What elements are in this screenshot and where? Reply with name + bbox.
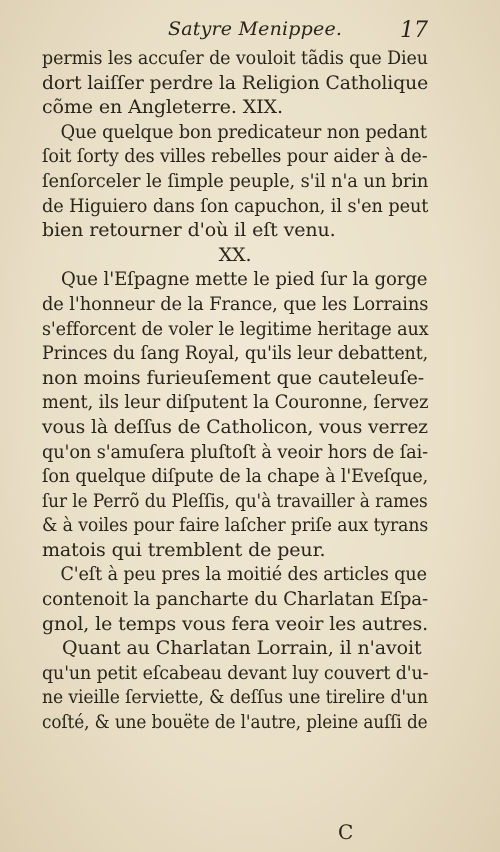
- text-line: ſoit ſorty des villes rebelles pour aider à de-: [42, 145, 428, 168]
- text-line: vous là deſſus de Catholicon, vous verrez: [42, 415, 428, 438]
- text-line: s'efforcent de voler le legitime heritage aux: [42, 317, 429, 340]
- text-line: gnol, le temps vous fera veoir les autres.: [42, 612, 429, 635]
- running-title: Satyre Menippee.: [168, 18, 343, 40]
- text-line: ne vieille ſerviette, & deſſus une tirelire d'un: [42, 686, 428, 709]
- text-line: qu'un petit eſcabeau devant luy couvert d'u-: [42, 661, 429, 684]
- text-line: C'eſt à peu pres la moitié des articles que: [60, 563, 427, 586]
- text-line: matois qui tremblent de peur.: [42, 538, 326, 561]
- text-line: permis les accuſer de vouloit tãdis que Dieu: [42, 47, 428, 69]
- body-text: [42, 46, 428, 735]
- text-line: de Higuiero dans ſon capuchon, il s'en peut: [42, 194, 429, 217]
- text-line: ment, ils leur diſputent la Couronne, ſervez: [42, 391, 429, 414]
- text-line: qu'on s'amuſera pluſtoſt à veoir hors de ſai-: [42, 440, 429, 463]
- text-line: coſté, & une bouëte de l'autre, pleine auſſi de: [42, 711, 428, 734]
- catchword: C: [338, 820, 354, 844]
- text-line: ſon quelque diſpute de la chape à l'Eveſque,: [42, 465, 429, 488]
- text-line: dort laiſſer perdre la Religion Catholique: [42, 71, 429, 94]
- text-line: contenoit la pancharte du Charlatan Eſpa-: [42, 588, 429, 611]
- text-line: ſur le Perrõ du Pleſſis, qu'à travailler à rames: [42, 489, 428, 512]
- text-line: Que l'Eſpagne mette le pied ſur la gorge: [61, 268, 428, 291]
- text-line: non moins furieuſement que cauteleuſe-: [42, 366, 425, 389]
- text-line: cõme en Angleterre. XIX.: [42, 96, 283, 119]
- text-line: Quant au Charlatan Lorrain, il n'avoit: [62, 637, 422, 660]
- page-number: 17: [400, 18, 428, 43]
- page-header: [0, 14, 500, 44]
- text-line: de l'honneur de la France, que les Lorrains: [42, 292, 429, 315]
- text-line: Que quelque bon predicateur non pedant: [60, 120, 427, 143]
- text-line: XX.: [218, 243, 252, 266]
- text-line: Princes du ſang Royal, qu'ils leur debattent,: [42, 342, 429, 365]
- text-line: bien retourner d'où il eſt venu.: [42, 219, 336, 242]
- text-line: & à voiles pour faire laſcher priſe aux tyrans: [42, 514, 429, 537]
- text-line: ſenſorceler le ſimple peuple, s'il n'a un brin: [42, 169, 429, 192]
